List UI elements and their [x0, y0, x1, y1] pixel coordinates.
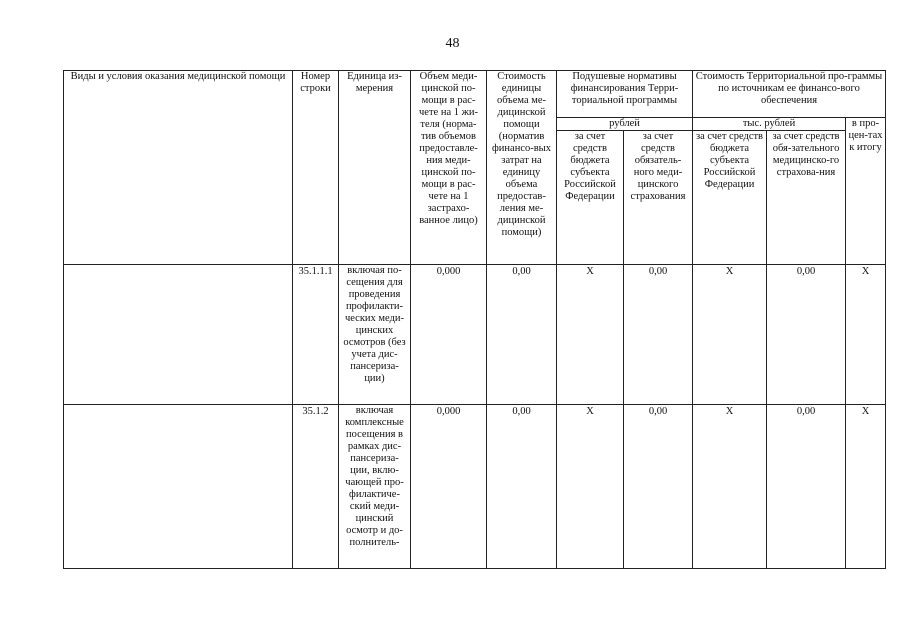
- page-number: 48: [445, 36, 460, 51]
- header-unit-cost: Стоимость единицы объема ме-дицинской помощи (норматив финансо-вых затрат на единицу объема предостав-ления ме-дицинской помощи): [487, 71, 557, 265]
- cell-total-oms: 0,00: [767, 405, 846, 569]
- cell-volume: 0,000: [411, 405, 487, 569]
- header-total-oms: за счет средств обя-зательного медицинско-го страхова-ния: [767, 131, 846, 265]
- header-unit-rub: рублей: [557, 118, 693, 131]
- table-row: [64, 265, 886, 405]
- cell-unit: включая по-сещения для проведения профилакти-ческих меди-цинских осмотров (без учета дис-пансериза-ции): [339, 265, 411, 405]
- cell-type: [64, 405, 293, 569]
- cell-norm-budget: X: [557, 265, 624, 405]
- cell-norm-oms: 0,00: [624, 405, 693, 569]
- cell-total-oms: 0,00: [767, 265, 846, 405]
- cell-total-budget: X: [693, 405, 767, 569]
- cell-percent: X: [846, 405, 886, 569]
- header-percent: в про-цен-тах к итогу: [846, 118, 886, 265]
- header-norm-oms: за счет средств обязатель-ного меди-цинского страхования: [624, 131, 693, 265]
- header-group-cost: Стоимость Территориальной про-граммы по источникам ее финансо-вого обеспечения: [693, 71, 886, 118]
- header-type: Виды и условия оказания медицинской помощи: [64, 71, 293, 265]
- cell-type: [64, 265, 293, 405]
- cell-volume: 0,000: [411, 265, 487, 405]
- cell-unit-cost: 0,00: [487, 405, 557, 569]
- header-total-budget: за счет средств бюджета субъекта Российской Федерации: [693, 131, 767, 265]
- cell-unit: включая комплексные посещения в рамках дис-пансериза-ции, вклю-чающей про-филактиче-ский меди-цинский осмотр и до-полнитель-: [339, 405, 411, 569]
- table-row: [64, 405, 886, 569]
- cell-row-number: 35.1.2: [293, 405, 339, 569]
- header-unit: Единица из-мерения: [339, 71, 411, 265]
- header-row-number: Номер строки: [293, 71, 339, 265]
- cell-unit-cost: 0,00: [487, 265, 557, 405]
- financing-table: [63, 70, 886, 569]
- cell-total-budget: X: [693, 265, 767, 405]
- header-norm-budget: за счет средств бюджета субъекта Российской Федерации: [557, 131, 624, 265]
- header-unit-thous-rub: тыс. рублей: [693, 118, 846, 131]
- cell-norm-budget: X: [557, 405, 624, 569]
- cell-norm-oms: 0,00: [624, 265, 693, 405]
- header-group-norms: Подушевые нормативы финансирования Терри-ториальной программы: [557, 71, 693, 118]
- header-volume: Объем меди-цинской по-мощи в рас-чете на 1 жи-теля (норма-тив объемов предоставле-ния меди-цинской по-мощи в рас-чете на 1 застрахо-ванное лицо): [411, 71, 487, 265]
- cell-percent: X: [846, 265, 886, 405]
- cell-row-number: 35.1.1.1: [293, 265, 339, 405]
